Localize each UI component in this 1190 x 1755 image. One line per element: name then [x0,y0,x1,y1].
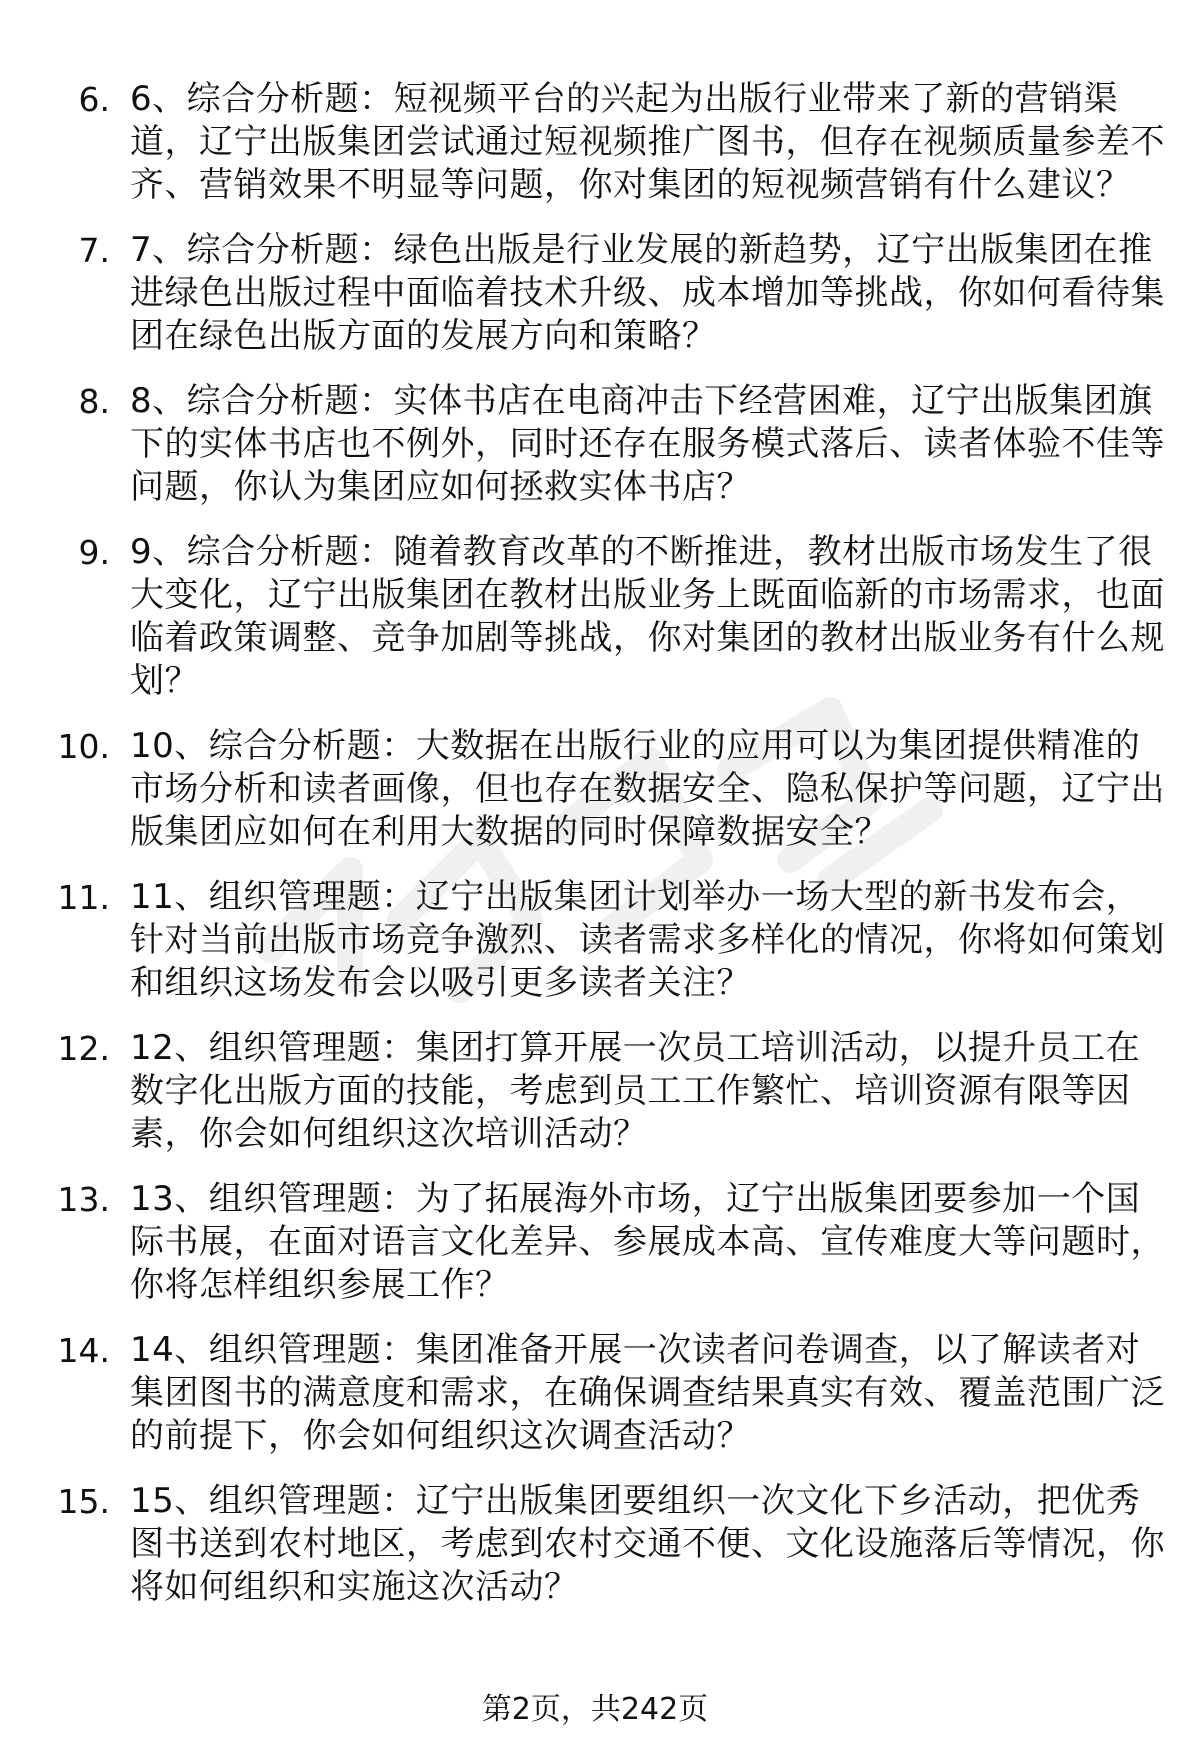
question-text: 6、综合分析题：短视频平台的兴起为出版行业带来了新的营销渠道，辽宁出版集团尝试通过短视频推广图书，但存在视频质量参差不齐、营销效果不明显等问题，你对集团的短视频营销有什么建议？ [130,79,1165,205]
question-number: 7. [78,231,110,270]
question-list [0,78,1190,1631]
question-item-9 [0,531,1170,703]
question-item-13 [0,1178,1170,1307]
question-number: 15. [57,1482,110,1521]
question-item-10 [0,725,1170,854]
question-item-14 [0,1329,1170,1458]
question-text: 10、综合分析题：大数据在出版行业的应用可以为集团提供精准的市场分析和读者画像，但也存在数据安全、隐私保护等问题，辽宁出版集团应如何在利用大数据的同时保障数据安全？ [130,726,1165,852]
question-item-12 [0,1027,1170,1156]
question-text: 15、组织管理题：辽宁出版集团要组织一次文化下乡活动，把优秀图书送到农村地区，考虑到农村交通不便、文化设施落后等情况，你将如何组织和实施这次活动？ [130,1481,1165,1607]
question-number: 6. [78,80,110,119]
question-number: 14. [57,1331,110,1370]
question-item-7 [0,229,1170,358]
question-number: 13. [57,1180,110,1219]
question-item-8 [0,380,1170,509]
question-number: 12. [57,1029,110,1068]
question-text: 8、综合分析题：实体书店在电商冲击下经营困难，辽宁出版集团旗下的实体书店也不例外，同时还存在服务模式落后、读者体验不佳等问题，你认为集团应如何拯救实体书店？ [130,381,1165,507]
question-item-11 [0,876,1170,1005]
question-text: 12、组织管理题：集团打算开展一次员工培训活动，以提升员工在数字化出版方面的技能，考虑到员工工作繁忙、培训资源有限等因素，你会如何组织这次培训活动？ [130,1028,1141,1154]
question-text: 7、综合分析题：绿色出版是行业发展的新趋势，辽宁出版集团在推进绿色出版过程中面临着技术升级、成本增加等挑战，你如何看待集团在绿色出版方面的发展方向和策略？ [130,230,1165,356]
question-number: 8. [78,382,110,421]
question-number: 11. [57,878,110,917]
question-text: 9、综合分析题：随着教育改革的不断推进，教材出版市场发生了很大变化，辽宁出版集团在教材出版业务上既面临新的市场需求，也面临着政策调整、竞争加剧等挑战，你对集团的教材出版业务有什么规划？ [130,532,1165,701]
question-item-15 [0,1480,1170,1609]
question-item-6 [0,78,1170,207]
question-number: 9. [78,533,110,572]
page-number-footer: 第2页，共242页 [481,1692,709,1727]
question-text: 14、组织管理题：集团准备开展一次读者问卷调查，以了解读者对集团图书的满意度和需求，在确保调查结果真实有效、覆盖范围广泛的前提下，你会如何组织这次调查活动？ [130,1330,1165,1456]
question-text: 13、组织管理题：为了拓展海外市场，辽宁出版集团要参加一个国际书展，在面对语言文化差异、参展成本高、宣传难度大等问题时，你将怎样组织参展工作？ [130,1179,1165,1305]
question-text: 11、组织管理题：辽宁出版集团计划举办一场大型的新书发布会，针对当前出版市场竞争激烈、读者需求多样化的情况，你将如何策划和组织这场发布会以吸引更多读者关注？ [130,877,1165,1003]
question-number: 10. [57,727,110,766]
